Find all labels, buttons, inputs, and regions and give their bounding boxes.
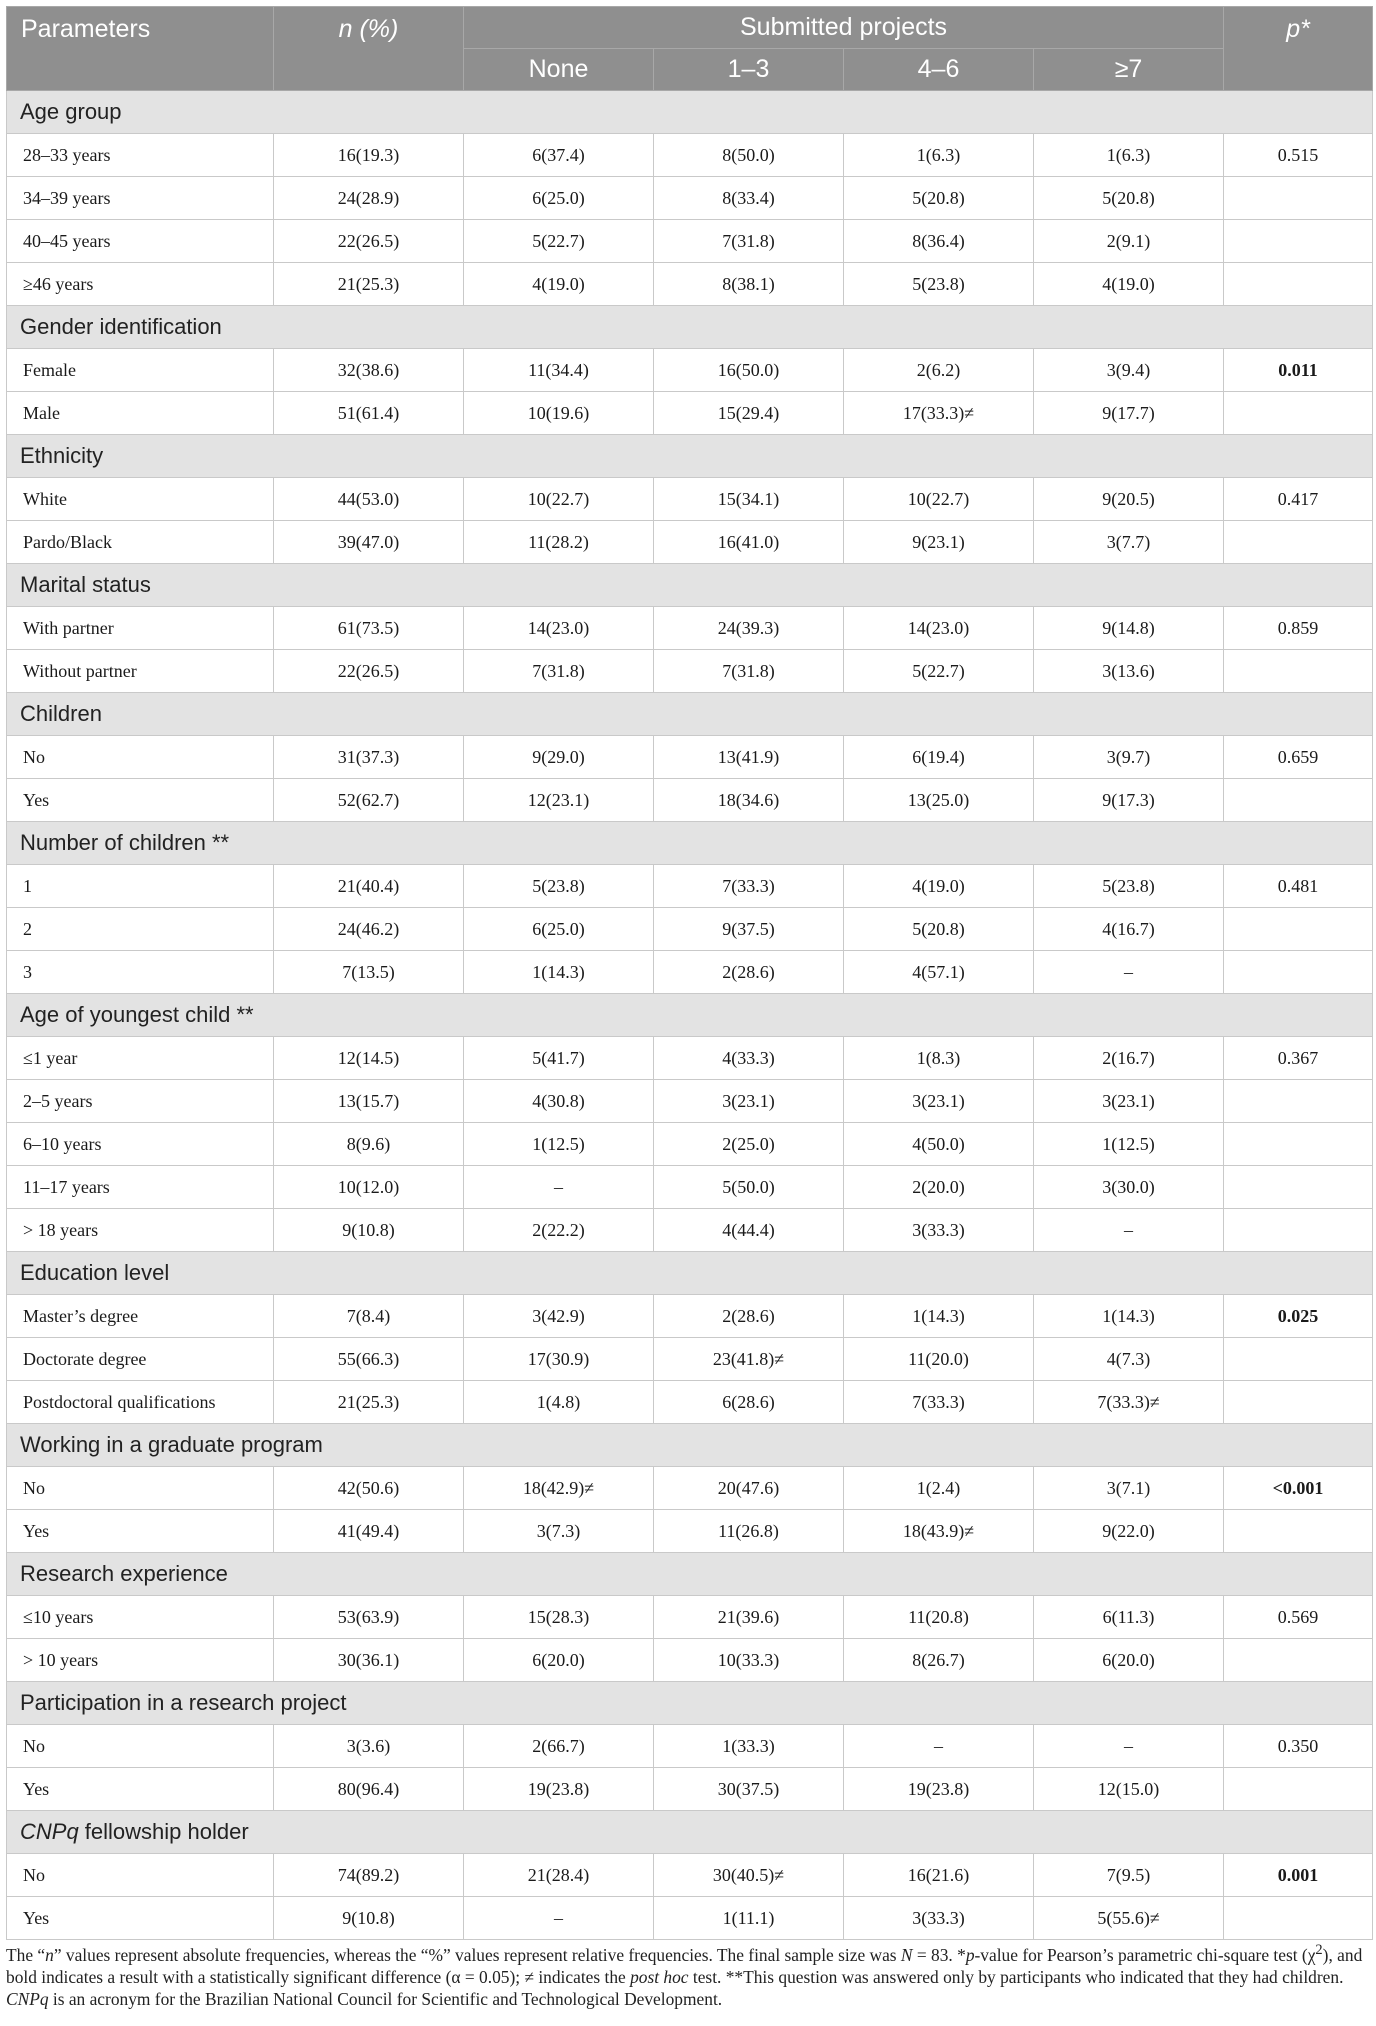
cell-4-6: 5(20.8) (844, 177, 1034, 220)
section-title: Ethnicity (7, 435, 1373, 478)
cell-p-value (1224, 1209, 1373, 1252)
cell-1-3: 1(33.3) (654, 1725, 844, 1768)
table-row (7, 1123, 1373, 1166)
cell-7plus: 12(15.0) (1034, 1768, 1224, 1811)
cell-7plus: 9(14.8) (1034, 607, 1224, 650)
cell-4-6: 13(25.0) (844, 779, 1034, 822)
table-body (7, 91, 1373, 1940)
cell-4-6: 17(33.3)≠ (844, 392, 1034, 435)
section-title: Participation in a research project (7, 1682, 1373, 1725)
cell-none: – (464, 1166, 654, 1209)
row-label: No (7, 736, 274, 779)
section-header-row (7, 1811, 1373, 1854)
table-row (7, 1338, 1373, 1381)
cell-n-percent: 22(26.5) (274, 220, 464, 263)
cell-1-3: 15(34.1) (654, 478, 844, 521)
section-header-row (7, 91, 1373, 134)
cell-n-percent: 7(8.4) (274, 1295, 464, 1338)
cell-none: 15(28.3) (464, 1596, 654, 1639)
cell-4-6: 18(43.9)≠ (844, 1510, 1034, 1553)
cell-none: 4(30.8) (464, 1080, 654, 1123)
cell-n-percent: 24(46.2) (274, 908, 464, 951)
cell-p-value (1224, 220, 1373, 263)
cell-p-value (1224, 1768, 1373, 1811)
table-container (6, 6, 1370, 1940)
cell-n-percent: 31(37.3) (274, 736, 464, 779)
cell-n-percent: 13(15.7) (274, 1080, 464, 1123)
cell-7plus: 3(13.6) (1034, 650, 1224, 693)
table-row (7, 1897, 1373, 1940)
cell-7plus: 4(19.0) (1034, 263, 1224, 306)
table-row (7, 1768, 1373, 1811)
cell-p-value (1224, 1510, 1373, 1553)
section-title: Education level (7, 1252, 1373, 1295)
cell-p-value: 0.659 (1224, 736, 1373, 779)
cell-n-percent: 30(36.1) (274, 1639, 464, 1682)
cell-7plus: 3(7.7) (1034, 521, 1224, 564)
cell-n-percent: 21(25.3) (274, 263, 464, 306)
cell-7plus: – (1034, 1725, 1224, 1768)
cell-p-value: 0.025 (1224, 1295, 1373, 1338)
cell-4-6: 4(50.0) (844, 1123, 1034, 1166)
row-label: > 18 years (7, 1209, 274, 1252)
table-row (7, 1166, 1373, 1209)
results-table (6, 6, 1373, 1940)
row-label: Master’s degree (7, 1295, 274, 1338)
header-p-value: p* (1224, 7, 1373, 91)
cell-4-6: 11(20.8) (844, 1596, 1034, 1639)
cell-none: 6(20.0) (464, 1639, 654, 1682)
cell-7plus: 5(55.6)≠ (1034, 1897, 1224, 1940)
cell-4-6: 19(23.8) (844, 1768, 1034, 1811)
cell-n-percent: 44(53.0) (274, 478, 464, 521)
cell-4-6: 10(22.7) (844, 478, 1034, 521)
cell-p-value: <0.001 (1224, 1467, 1373, 1510)
cell-1-3: 4(33.3) (654, 1037, 844, 1080)
cell-n-percent: 8(9.6) (274, 1123, 464, 1166)
cell-p-value: 0.515 (1224, 134, 1373, 177)
table-row (7, 263, 1373, 306)
cell-n-percent: 41(49.4) (274, 1510, 464, 1553)
table-row (7, 650, 1373, 693)
cell-1-3: 8(33.4) (654, 177, 844, 220)
cell-1-3: 8(50.0) (654, 134, 844, 177)
cell-none: 11(28.2) (464, 521, 654, 564)
cell-none: 5(23.8) (464, 865, 654, 908)
cell-none: 18(42.9)≠ (464, 1467, 654, 1510)
table-row (7, 134, 1373, 177)
section-title: Gender identification (7, 306, 1373, 349)
cell-p-value (1224, 1338, 1373, 1381)
cell-p-value: 0.350 (1224, 1725, 1373, 1768)
cell-7plus: 9(17.3) (1034, 779, 1224, 822)
cell-4-6: – (844, 1725, 1034, 1768)
header-parameters: Parameters (7, 7, 274, 91)
cell-4-6: 9(23.1) (844, 521, 1034, 564)
cell-4-6: 8(26.7) (844, 1639, 1034, 1682)
cell-p-value: 0.417 (1224, 478, 1373, 521)
row-label: ≤10 years (7, 1596, 274, 1639)
cell-1-3: 11(26.8) (654, 1510, 844, 1553)
cell-none: 7(31.8) (464, 650, 654, 693)
table-row (7, 177, 1373, 220)
cell-p-value (1224, 521, 1373, 564)
cell-none: – (464, 1897, 654, 1940)
section-title-acronym: CNPq (20, 1819, 79, 1844)
table-row (7, 607, 1373, 650)
cell-4-6: 1(8.3) (844, 1037, 1034, 1080)
cell-7plus: 1(12.5) (1034, 1123, 1224, 1166)
row-label: No (7, 1725, 274, 1768)
cell-7plus: 9(17.7) (1034, 392, 1224, 435)
cell-7plus: 9(20.5) (1034, 478, 1224, 521)
cell-p-value: 0.859 (1224, 607, 1373, 650)
footnote-italic: post hoc (630, 1966, 689, 1987)
table-row (7, 1037, 1373, 1080)
row-label: 40–45 years (7, 220, 274, 263)
row-label: ≥46 years (7, 263, 274, 306)
row-label: White (7, 478, 274, 521)
cell-7plus: 3(9.7) (1034, 736, 1224, 779)
header-col-7plus: ≥7 (1034, 49, 1224, 91)
cell-1-3: 8(38.1) (654, 263, 844, 306)
row-label: Without partner (7, 650, 274, 693)
section-title: Marital status (7, 564, 1373, 607)
header-n-percent: n (%) (274, 7, 464, 91)
section-header-row (7, 822, 1373, 865)
cell-7plus: 6(20.0) (1034, 1639, 1224, 1682)
section-title: Age group (7, 91, 1373, 134)
table-row (7, 1381, 1373, 1424)
cell-1-3: 13(41.9) (654, 736, 844, 779)
row-label: No (7, 1854, 274, 1897)
footnote-italic: CNPq (6, 1988, 49, 2009)
cell-1-3: 16(50.0) (654, 349, 844, 392)
section-header-row (7, 564, 1373, 607)
cell-7plus: 7(33.3)≠ (1034, 1381, 1224, 1424)
cell-7plus: 3(7.1) (1034, 1467, 1224, 1510)
cell-none: 3(7.3) (464, 1510, 654, 1553)
cell-1-3: 9(37.5) (654, 908, 844, 951)
cell-none: 9(29.0) (464, 736, 654, 779)
cell-7plus: 2(9.1) (1034, 220, 1224, 263)
cell-1-3: 5(50.0) (654, 1166, 844, 1209)
cell-1-3: 24(39.3) (654, 607, 844, 650)
cell-7plus: 3(9.4) (1034, 349, 1224, 392)
row-label: Yes (7, 1510, 274, 1553)
cell-n-percent: 21(25.3) (274, 1381, 464, 1424)
cell-none: 1(14.3) (464, 951, 654, 994)
row-label: No (7, 1467, 274, 1510)
cell-none: 12(23.1) (464, 779, 654, 822)
cell-n-percent: 74(89.2) (274, 1854, 464, 1897)
cell-n-percent: 55(66.3) (274, 1338, 464, 1381)
cell-n-percent: 32(38.6) (274, 349, 464, 392)
table-row (7, 779, 1373, 822)
cell-7plus: – (1034, 951, 1224, 994)
header-col-4-6: 4–6 (844, 49, 1034, 91)
cell-none: 10(22.7) (464, 478, 654, 521)
cell-n-percent: 42(50.6) (274, 1467, 464, 1510)
cell-7plus: 1(6.3) (1034, 134, 1224, 177)
table-row (7, 1854, 1373, 1897)
footnote-superscript: 2 (1315, 1942, 1323, 1958)
cell-4-6: 1(2.4) (844, 1467, 1034, 1510)
cell-4-6: 3(33.3) (844, 1209, 1034, 1252)
cell-none: 1(12.5) (464, 1123, 654, 1166)
cell-n-percent: 52(62.7) (274, 779, 464, 822)
row-label: 6–10 years (7, 1123, 274, 1166)
cell-7plus: – (1034, 1209, 1224, 1252)
cell-1-3: 30(40.5)≠ (654, 1854, 844, 1897)
cell-1-3: 3(23.1) (654, 1080, 844, 1123)
row-label: Postdoctoral qualifications (7, 1381, 274, 1424)
header-col-none: None (464, 49, 654, 91)
cell-n-percent: 22(26.5) (274, 650, 464, 693)
cell-p-value: 0.011 (1224, 349, 1373, 392)
cell-7plus: 3(30.0) (1034, 1166, 1224, 1209)
cell-7plus: 6(11.3) (1034, 1596, 1224, 1639)
row-label: Pardo/Black (7, 521, 274, 564)
section-title: CNPq fellowship holder (7, 1811, 1373, 1854)
cell-none: 5(41.7) (464, 1037, 654, 1080)
cell-4-6: 3(33.3) (844, 1897, 1034, 1940)
cell-7plus: 5(23.8) (1034, 865, 1224, 908)
cell-p-value (1224, 1897, 1373, 1940)
cell-n-percent: 39(47.0) (274, 521, 464, 564)
row-label: 11–17 years (7, 1166, 274, 1209)
row-label: 2–5 years (7, 1080, 274, 1123)
table-row (7, 478, 1373, 521)
row-label: 1 (7, 865, 274, 908)
table-row (7, 220, 1373, 263)
table-row (7, 1596, 1373, 1639)
cell-p-value (1224, 1080, 1373, 1123)
row-label: 34–39 years (7, 177, 274, 220)
cell-p-value (1224, 1166, 1373, 1209)
cell-1-3: 20(47.6) (654, 1467, 844, 1510)
cell-7plus: 5(20.8) (1034, 177, 1224, 220)
cell-none: 11(34.4) (464, 349, 654, 392)
row-label: Yes (7, 779, 274, 822)
cell-p-value (1224, 1639, 1373, 1682)
footnote-text: test. **This question was answered only by participants who indicated that they had children. (688, 1966, 1344, 1987)
row-label: 3 (7, 951, 274, 994)
row-label: ≤1 year (7, 1037, 274, 1080)
table-row (7, 1080, 1373, 1123)
cell-4-6: 1(6.3) (844, 134, 1034, 177)
cell-none: 5(22.7) (464, 220, 654, 263)
cell-4-6: 11(20.0) (844, 1338, 1034, 1381)
cell-4-6: 5(20.8) (844, 908, 1034, 951)
table-row (7, 392, 1373, 435)
row-label: > 10 years (7, 1639, 274, 1682)
cell-none: 6(37.4) (464, 134, 654, 177)
cell-p-value (1224, 1123, 1373, 1166)
cell-4-6: 7(33.3) (844, 1381, 1034, 1424)
cell-none: 4(19.0) (464, 263, 654, 306)
table-header (7, 7, 1373, 91)
cell-4-6: 8(36.4) (844, 220, 1034, 263)
cell-p-value (1224, 392, 1373, 435)
cell-n-percent: 51(61.4) (274, 392, 464, 435)
cell-n-percent: 53(63.9) (274, 1596, 464, 1639)
cell-none: 1(4.8) (464, 1381, 654, 1424)
cell-4-6: 5(22.7) (844, 650, 1034, 693)
cell-n-percent: 12(14.5) (274, 1037, 464, 1080)
header-submitted-projects: Submitted projects (464, 7, 1224, 49)
cell-p-value (1224, 263, 1373, 306)
cell-7plus: 4(16.7) (1034, 908, 1224, 951)
table-row (7, 736, 1373, 779)
row-label: 2 (7, 908, 274, 951)
cell-4-6: 4(19.0) (844, 865, 1034, 908)
cell-7plus: 4(7.3) (1034, 1338, 1224, 1381)
row-label: With partner (7, 607, 274, 650)
row-label: Yes (7, 1768, 274, 1811)
cell-p-value: 0.001 (1224, 1854, 1373, 1897)
cell-1-3: 7(33.3) (654, 865, 844, 908)
cell-7plus: 3(23.1) (1034, 1080, 1224, 1123)
table-row (7, 521, 1373, 564)
section-header-row (7, 435, 1373, 478)
cell-4-6: 14(23.0) (844, 607, 1034, 650)
table-row (7, 951, 1373, 994)
cell-none: 6(25.0) (464, 908, 654, 951)
cell-1-3: 16(41.0) (654, 521, 844, 564)
section-header-row (7, 306, 1373, 349)
cell-1-3: 15(29.4) (654, 392, 844, 435)
cell-p-value (1224, 650, 1373, 693)
cell-1-3: 7(31.8) (654, 220, 844, 263)
cell-p-value (1224, 1381, 1373, 1424)
table-row (7, 865, 1373, 908)
cell-n-percent: 9(10.8) (274, 1897, 464, 1940)
header-col-1-3: 1–3 (654, 49, 844, 91)
footnote-italic: n (45, 1944, 54, 1965)
section-header-row (7, 994, 1373, 1037)
cell-p-value (1224, 177, 1373, 220)
table-row (7, 1725, 1373, 1768)
cell-4-6: 16(21.6) (844, 1854, 1034, 1897)
cell-n-percent: 16(19.3) (274, 134, 464, 177)
table-row (7, 1295, 1373, 1338)
footnote-text: ), and bold indicates a result with a statistically significant difference (α = 0.05); ≠ indicates the (6, 1944, 1363, 1987)
section-title: Research experience (7, 1553, 1373, 1596)
footnote-text: The “ (6, 1944, 46, 1965)
row-label: Male (7, 392, 274, 435)
cell-1-3: 10(33.3) (654, 1639, 844, 1682)
section-header-row (7, 1424, 1373, 1467)
table-row (7, 1209, 1373, 1252)
cell-none: 17(30.9) (464, 1338, 654, 1381)
cell-p-value (1224, 951, 1373, 994)
cell-1-3: 18(34.6) (654, 779, 844, 822)
section-header-row (7, 693, 1373, 736)
row-label: Doctorate degree (7, 1338, 274, 1381)
footnote-italic: p (965, 1944, 975, 1965)
table-footnote (6, 1939, 1368, 2010)
cell-none: 6(25.0) (464, 177, 654, 220)
cell-n-percent: 7(13.5) (274, 951, 464, 994)
cell-p-value (1224, 908, 1373, 951)
cell-n-percent: 80(96.4) (274, 1768, 464, 1811)
cell-n-percent: 21(40.4) (274, 865, 464, 908)
cell-none: 2(66.7) (464, 1725, 654, 1768)
table-row (7, 908, 1373, 951)
section-title: Number of children ** (7, 822, 1373, 865)
cell-1-3: 2(28.6) (654, 951, 844, 994)
cell-p-value (1224, 779, 1373, 822)
cell-none: 14(23.0) (464, 607, 654, 650)
row-label: Yes (7, 1897, 274, 1940)
cell-4-6: 2(20.0) (844, 1166, 1034, 1209)
table-row (7, 349, 1373, 392)
cell-n-percent: 61(73.5) (274, 607, 464, 650)
cell-1-3: 23(41.8)≠ (654, 1338, 844, 1381)
cell-n-percent: 24(28.9) (274, 177, 464, 220)
cell-1-3: 7(31.8) (654, 650, 844, 693)
table-row (7, 1510, 1373, 1553)
cell-7plus: 9(22.0) (1034, 1510, 1224, 1553)
cell-n-percent: 3(3.6) (274, 1725, 464, 1768)
cell-n-percent: 9(10.8) (274, 1209, 464, 1252)
cell-4-6: 6(19.4) (844, 736, 1034, 779)
row-label: Female (7, 349, 274, 392)
footnote-text: is an acronym for the Brazilian National Council for Scientific and Technological Development. (48, 1988, 723, 2009)
section-title: Age of youngest child ** (7, 994, 1373, 1037)
row-label: 28–33 years (7, 134, 274, 177)
cell-1-3: 30(37.5) (654, 1768, 844, 1811)
cell-none: 19(23.8) (464, 1768, 654, 1811)
cell-7plus: 7(9.5) (1034, 1854, 1224, 1897)
cell-1-3: 2(25.0) (654, 1123, 844, 1166)
footnote-text: = 83. * (912, 1944, 966, 1965)
cell-1-3: 6(28.6) (654, 1381, 844, 1424)
footnote-text: ” values represent absolute frequencies, whereas the “%” values represent relative frequencies. The final sample size was (53, 1944, 901, 1965)
table-row (7, 1467, 1373, 1510)
cell-4-6: 4(57.1) (844, 951, 1034, 994)
cell-4-6: 1(14.3) (844, 1295, 1034, 1338)
cell-none: 10(19.6) (464, 392, 654, 435)
footnote-italic: N (900, 1944, 913, 1965)
cell-p-value: 0.367 (1224, 1037, 1373, 1080)
section-title: Working in a graduate program (7, 1424, 1373, 1467)
cell-none: 2(22.2) (464, 1209, 654, 1252)
cell-1-3: 4(44.4) (654, 1209, 844, 1252)
cell-1-3: 2(28.6) (654, 1295, 844, 1338)
section-header-row (7, 1252, 1373, 1295)
cell-p-value: 0.481 (1224, 865, 1373, 908)
cell-none: 21(28.4) (464, 1854, 654, 1897)
cell-7plus: 1(14.3) (1034, 1295, 1224, 1338)
section-header-row (7, 1682, 1373, 1725)
cell-n-percent: 10(12.0) (274, 1166, 464, 1209)
cell-4-6: 5(23.8) (844, 263, 1034, 306)
cell-4-6: 3(23.1) (844, 1080, 1034, 1123)
cell-7plus: 2(16.7) (1034, 1037, 1224, 1080)
section-header-row (7, 1553, 1373, 1596)
cell-1-3: 21(39.6) (654, 1596, 844, 1639)
cell-1-3: 1(11.1) (654, 1897, 844, 1940)
cell-p-value: 0.569 (1224, 1596, 1373, 1639)
table-row (7, 1639, 1373, 1682)
cell-none: 3(42.9) (464, 1295, 654, 1338)
section-title: Children (7, 693, 1373, 736)
cell-4-6: 2(6.2) (844, 349, 1034, 392)
footnote-text: -value for Pearson’s parametric chi-square test (χ (974, 1944, 1316, 1965)
